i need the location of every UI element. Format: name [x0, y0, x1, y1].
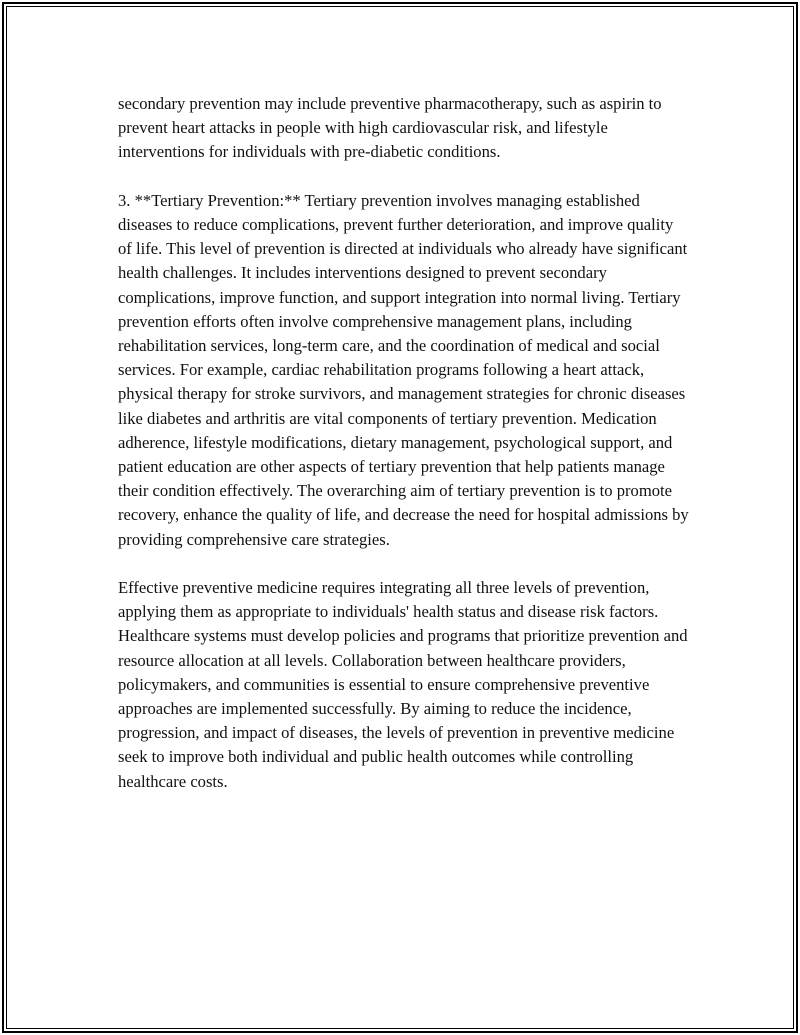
paragraph-secondary-prevention-continued: secondary prevention may include preventive pharmacotherapy, such as aspirin to prevent heart attacks in people with high cardiovascular risk, and lifestyle interventions for individuals with pre-diabetic conditions. [118, 94, 662, 162]
paragraph-tertiary-prevention: 3. **Tertiary Prevention:** Tertiary prevention involves managing established diseases to reduce complications, prevent further deterioration, and improve quality of life. This level of prevention is directed at individuals who already have significant health challenges. It includes interventions designed to prevent secondary complications, improve function, and support integration into normal living. Tertiary prevention efforts often involve comprehensive management plans, including rehabilitation services, long-term care, and the coordination of medical and social services. For example, cardiac rehabilitation programs following a heart attack, physical therapy for stroke survivors, and management strategies for chronic diseases like diabetes and arthritis are vital components of tertiary prevention. Medication adherence, lifestyle modifications, dietary management, psychological support, and patient education are other aspects of tertiary prevention that help patients manage their condition effectively. The overarching aim of tertiary prevention is to promote recovery, enhance the quality of life, and decrease the need for hospital admissions by providing comprehensive care strategies. [118, 190, 689, 549]
document-body [118, 92, 690, 818]
paragraph-effective-preventive-medicine: Effective preventive medicine requires integrating all three levels of prevention, applying them as appropriate to individuals' health status and disease risk factors. Healthcare systems must develop policies and programs that prioritize prevention and resource allocation at all levels. Collaboration between healthcare providers, policymakers, and communities is essential to ensure comprehensive preventive approaches are implemented successfully. By aiming to reduce the incidence, progression, and impact of diseases, the levels of prevention in preventive medicine seek to improve both individual and public health outcomes while controlling healthcare costs. [118, 578, 688, 791]
